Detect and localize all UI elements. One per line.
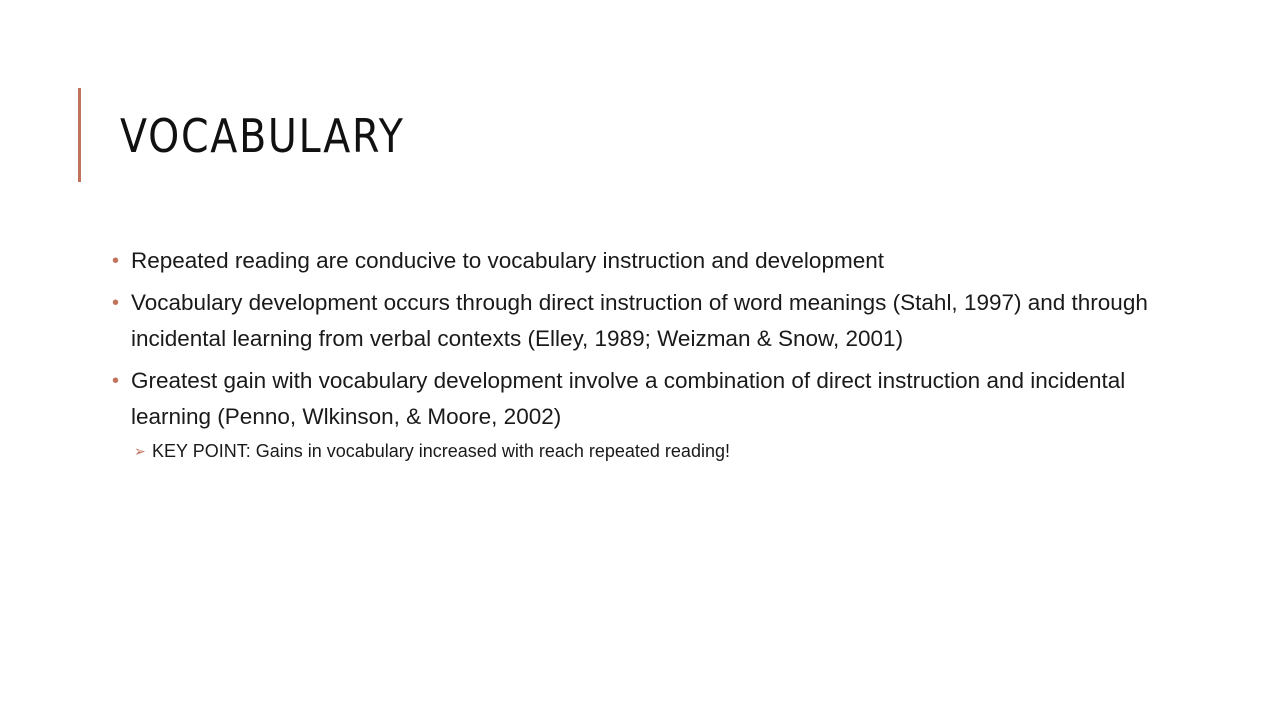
bullet-item-3 [112, 363, 1152, 435]
slide-title: VOCABULARY [120, 109, 405, 163]
bullet-dot-icon: • [112, 370, 120, 392]
bullet-text: Greatest gain with vocabulary development involve a combination of direct instruction and incidental learning (Penno, Wlkinson, & Moore, 2002) [131, 368, 1126, 429]
bullet-dot-icon: • [112, 250, 120, 272]
title-accent-bar [78, 88, 81, 182]
bullet-item-2 [112, 285, 1152, 357]
bullet-dot-icon: • [112, 292, 120, 314]
sub-bullet-text: KEY POINT: Gains in vocabulary increased with reach repeated reading! [152, 441, 730, 461]
bullet-text: Repeated reading are conducive to vocabulary instruction and development [131, 248, 884, 273]
bullet-text: Vocabulary development occurs through direct instruction of word meanings (Stahl, 1997) and through incidental learning from verbal contexts (Elley, 1989; Weizman & Snow, 2001) [131, 290, 1148, 351]
slide-body [112, 243, 1152, 465]
sub-bullet-key-point [134, 437, 1152, 465]
bullet-item-1 [112, 243, 1152, 279]
arrow-bullet-icon: ➢ [134, 443, 146, 459]
